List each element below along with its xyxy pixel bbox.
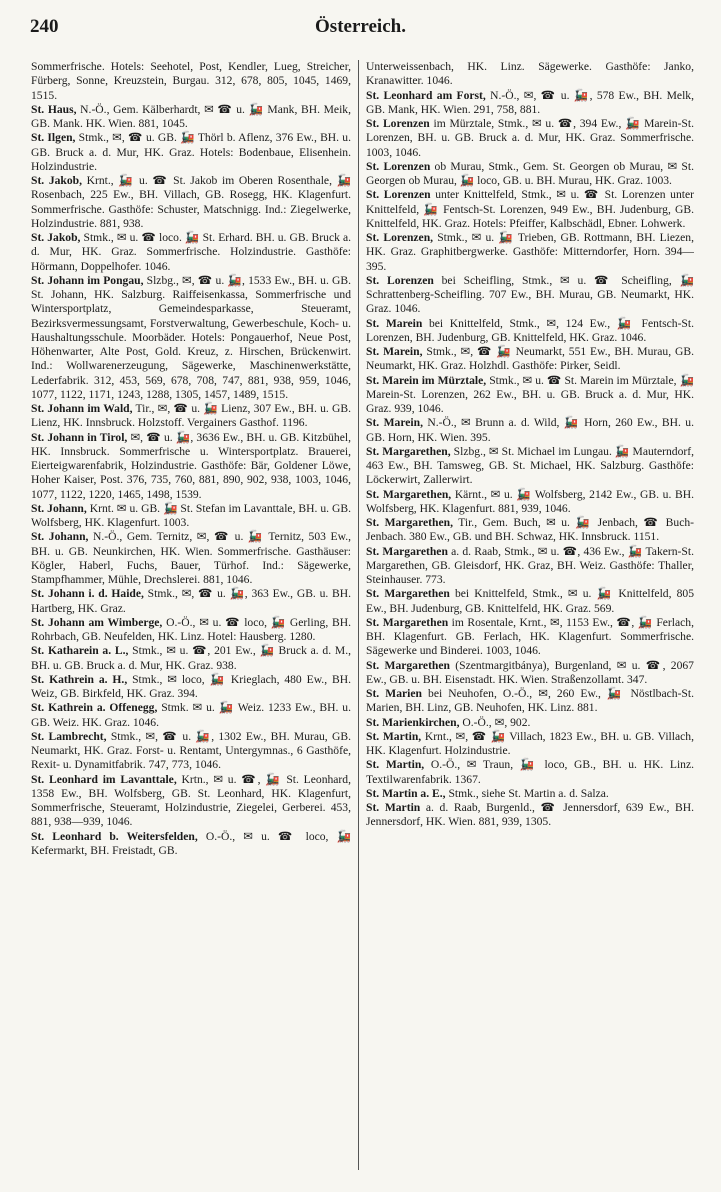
- entry-text: bei Knittelfeld, Stmk., ✉, 124 Ew., 🚂 Fentsch-St. Lorenzen, BH. Judenburg, GB. Knittelfeld, HK. Graz. 1046.: [366, 316, 694, 344]
- gazetteer-entry: [366, 117, 694, 160]
- entry-text: Slzbg., ✉, ☎ u. 🚂, 1533 Ew., BH. u. GB. St. Johann, HK. Salzburg. Raiffeisenkassa, Sommerfrische und Wintersportplatz, Gemeindesparkasse, Steueramt, Bezirksvermessungsamt, Forstverwaltung, Gewerbeschule, Koch- u. Haushaltungsschule. Moorbäder. Hotels: Pongauerhof, Neue Post, Höhenwarter, Alte Post, Gold. Kreuz, z. Hirschen, Brückenwirt. Ind.: Wollwarenerzeugung, Sägewerke, Maschinenwerkstätte, Lederfabrik. 312, 453, 569, 678, 708, 747, 881, 938, 959, 1046, 1077, 1122, 1171, 1243, 1288, 1305, 1457, 1489, 1515.: [31, 273, 351, 401]
- entry-text: Slzbg., ✉ St. Michael im Lungau. 🚂 Mauterndorf, 463 Ew., BH. Tamsweg, GB. St. Michael, HK. Salzburg. Gasthöfe: Löckerwirt, Zallerwirt.: [366, 444, 694, 487]
- entry-text: im Rosentale, Krnt., ✉, 1153 Ew., ☎, 🚂 Ferlach, BH. Klagenfurt. GB. Ferlach, HK. Klagenfurt. Sommerfrische. Sägewerke und Binderei. 1003, 1046.: [366, 615, 694, 658]
- entry-text: Stmk., ✉ u. ☎, 201 Ew., 🚂 Bruck a. d. M., BH. u. GB. Bruck a. d. Mur, HK. Graz. 938.: [31, 644, 351, 672]
- entry-headword: St. Margarethen: [366, 587, 450, 601]
- entry-headword: St. Marienkirchen,: [366, 715, 460, 729]
- entry-text: O.-Ö., ✉ u. ☎ loco, 🚂 Gerling, BH. Rohrbach, GB. Neufelden, HK. Linz. Hotel: Hausberg. 1280.: [31, 615, 351, 643]
- entry-headword: St. Martin,: [366, 729, 422, 743]
- entry-headword: St. Johann i. d. Haide,: [31, 587, 144, 601]
- gazetteer-entry: [31, 730, 351, 773]
- entry-headword: St. Lambrecht,: [31, 729, 107, 743]
- entry-headword: St. Marein im Mürztale,: [366, 373, 487, 387]
- gazetteer-entry: [366, 659, 694, 688]
- gazetteer-entry: [366, 758, 694, 787]
- entry-headword: St. Lorenzen: [366, 117, 430, 130]
- gazetteer-entry: [366, 89, 694, 118]
- entry-headword: St. Johann im Pongau,: [31, 273, 144, 287]
- gazetteer-entry: [366, 374, 694, 417]
- entry-headword: St. Leonhard am Forst,: [366, 88, 486, 102]
- entry-text: Stmk., ✉, ☎ u. GB. 🚂 Thörl b. Aflenz, 376 Ew., BH. u. GB. Bruck a. d. Mur, HK. Graz. Hotels: Bodenbaue, Elisenhein. Holzindustrie.: [31, 131, 351, 173]
- page-number: 240: [30, 16, 59, 37]
- entry-headword: St. Marein: [366, 316, 423, 330]
- gazetteer-entry: [366, 160, 694, 189]
- gazetteer-entry: [31, 587, 351, 616]
- entry-headword: St. Marein,: [366, 416, 423, 430]
- entry-text: Stmk., siehe St. Martin a. d. Salza.: [448, 786, 609, 800]
- entry-headword: St. Johann im Wald,: [31, 402, 133, 415]
- entry-text: (Szentmargitbánya), Burgenland, ✉ u. ☎, 2067 Ew., GB. u. BH. Eisenstadt. HK. Wien. Straßenzollamt. 347.: [366, 658, 694, 686]
- entry-text: bei Scheifling, Stmk., ✉ u. ☎ Scheifling, 🚂 Schrattenberg-Scheifling. 707 Ew., BH. Murau, GB. Neumarkt, HK. Graz. 1046.: [366, 273, 694, 316]
- entry-text: Tir., ✉, ☎ u. 🚂 Lienz, 307 Ew., BH. u. GB. Lienz, HK. Innsbruck. Holzstoff. Vergainers Gasthof. 1196.: [31, 402, 351, 430]
- gazetteer-entry: [31, 701, 351, 730]
- gazetteer-entry: [366, 345, 694, 374]
- entry-text: Stmk., ✉, ☎ u. 🚂, 363 Ew., GB. u. BH. Hartberg, HK. Graz.: [31, 587, 351, 615]
- gazetteer-entry: [366, 616, 694, 659]
- entry-headword: St. Margarethen,: [366, 516, 453, 529]
- entry-text: Stmk., ✉ u. 🚂 Trieben, GB. Rottmann, BH. Liezen, HK. Graz. Graphitbergwerke. Gasthöfe: Mitterndorfer, Horn. 394—395.: [366, 231, 694, 273]
- entry-headword: St. Martin: [366, 801, 421, 814]
- entry-text: Krnt., ✉, ☎ 🚂 Villach, 1823 Ew., BH. u. GB. Villach, HK. Klagenfurt. Holzindustrie.: [366, 729, 694, 757]
- gazetteer-entry: [366, 488, 694, 517]
- entry-headword: St. Martin,: [366, 758, 425, 772]
- entry-text: O.-Ö., ✉ u. ☎ loco, 🚂 Kefermarkt, BH. Freistadt, GB.: [31, 829, 351, 857]
- gazetteer-entry: [31, 830, 351, 859]
- gazetteer-entry: [31, 274, 351, 402]
- entry-text: N.-Ö., ✉ Brunn a. d. Wild, 🚂 Horn, 260 Ew., BH. u. GB. Horn, HK. Wien. 395.: [366, 416, 694, 444]
- gazetteer-entry: [31, 60, 351, 103]
- entry-headword: St. Ilgen,: [31, 131, 76, 145]
- running-title: Österreich.: [315, 16, 406, 37]
- entry-headword: St. Kathrein a. Offenegg,: [31, 701, 158, 715]
- gazetteer-entry: [366, 231, 694, 274]
- gazetteer-entry: [366, 730, 694, 759]
- entry-text: bei Neuhofen, O.-Ö., ✉, 260 Ew., 🚂 Nöstlbach-St. Marien, BH. Linz, GB. Neuhofen, HK. Linz. 881.: [366, 687, 694, 715]
- entry-text: ob Murau, Stmk., Gem. St. Georgen ob Murau, ✉ St. Georgen ob Murau, 🚂 loco, GB. u. BH. Murau, HK. Graz. 1003.: [366, 159, 694, 187]
- entry-headword: St. Lorenzen: [366, 273, 434, 287]
- gazetteer-entry: [366, 445, 694, 488]
- entry-headword: St. Lorenzen: [366, 159, 431, 173]
- entry-text: Stmk., ✉ u. ☎ St. Marein im Mürztale, 🚂 Marein-St. Lorenzen, 262 Ew., BH. u. GB. Bruck a. d. Mur, HK. Graz. 939, 1046.: [366, 373, 694, 415]
- entry-headword: St. Martin a. E.,: [366, 786, 446, 800]
- entry-headword: St. Margarethen: [366, 615, 449, 629]
- gazetteer-entry: [31, 131, 351, 174]
- entry-text: Sommerfrische. Hotels: Seehotel, Post, Kendler, Lueg, Streicher, Fürberg, Sonne, Kreuzstein, Burgau. 312, 678, 805, 1045, 1469, 1515.: [31, 60, 351, 102]
- entry-text: Stmk., ✉ loco, 🚂 Krieglach, 480 Ew., BH. Weiz, GB. Birkfeld, HK. Graz. 394.: [31, 672, 351, 700]
- entry-headword: St. Haus,: [31, 102, 77, 116]
- entry-text: a. d. Raab, Stmk., ✉ u. ☎, 436 Ew., 🚂 Takern-St. Margarethen, GB. Gleisdorf, HK. Graz, BH. Weiz. Gasthöfe: Thaller, Steinhauser. 773.: [366, 544, 694, 586]
- entry-headword: St. Katharein a. L.,: [31, 644, 129, 658]
- entry-headword: St. Johann,: [31, 530, 89, 544]
- gazetteer-entry: [31, 402, 351, 431]
- gazetteer-entry: [31, 231, 351, 274]
- gazetteer-entry: [31, 644, 351, 673]
- entry-headword: St. Margarethen: [366, 658, 450, 672]
- entry-text: Stmk., ✉ u. ☎ loco. 🚂 St. Erhard. BH. u. GB. Bruck a. d. Mur, HK. Graz. Sommerfrische. Holzindustrie. Gasthöfe: Hörmann, Doppelhofer. 1046.: [31, 231, 351, 273]
- gazetteer-entry: [31, 530, 351, 587]
- gazetteer-entry: [366, 416, 694, 445]
- gazetteer-entry: [366, 787, 694, 801]
- gazetteer-entry: [366, 587, 694, 616]
- entry-text: bei Knittelfeld, Stmk., ✉ u. 🚂 Knittelfeld, 805 Ew., BH. Judenburg, GB. Knittelfeld, HK. Graz. 569.: [366, 587, 694, 615]
- entry-headword: St. Johann am Wimberge,: [31, 615, 163, 629]
- gazetteer-entry: [366, 545, 694, 588]
- entry-text: im Mürztale, Stmk., ✉ u. ☎, 394 Ew., 🚂 Marein-St. Lorenzen, BH. u. GB. Bruck a. d. Mur, HK. Graz. Sommerfrische. 1003, 1046.: [366, 117, 694, 159]
- entry-headword: St. Lorenzen: [366, 188, 431, 202]
- gazetteer-entry: [366, 274, 694, 317]
- entry-text: N.-Ö., Gem. Kälberhardt, ✉ ☎ u. 🚂 Mank, BH. Meik, GB. Mank. HK. Wien. 881, 1045.: [31, 102, 351, 130]
- entry-headword: St. Leonhard b. Weitersfelden,: [31, 829, 198, 843]
- entry-text: Tir., Gem. Buch, ✉ u. 🚂 Jenbach, ☎ Buch-Jenbach. 380 Ew., GB. und BH. Schwaz, HK. Innsbruck. 1151.: [366, 516, 694, 544]
- entry-headword: St. Kathrein a. H.,: [31, 672, 128, 686]
- entry-headword: St. Marien: [366, 687, 422, 700]
- gazetteer-entry: [366, 687, 694, 716]
- entry-text: N.-Ö., ✉, ☎ u. 🚂, 578 Ew., BH. Melk, GB. Mank, HK. Wien. 291, 758, 881.: [366, 88, 694, 116]
- gazetteer-entry: [366, 60, 694, 89]
- entry-headword: St. Margarethen,: [366, 487, 452, 501]
- entry-headword: St. Jakob,: [31, 231, 81, 244]
- entry-text: O.-Ö., ✉, 902.: [462, 715, 531, 729]
- entry-text: Krnt., 🚂 u. ☎ St. Jakob im Oberen Rosenthale, 🚂 Rosenbach, 225 Ew., BH. Villach, GB. Rosegg, HK. Klagenfurt. Sommerfrische. Gasthöfe: Schuster, Matschnigg. Ind.: Ziegelwerke, Holzindustrie. 881, 938.: [31, 174, 351, 230]
- gazetteer-entry: [31, 431, 351, 502]
- entry-headword: St. Lorenzen,: [366, 231, 434, 244]
- gazetteer-entry: [366, 801, 694, 830]
- gazetteer-entry: [366, 188, 694, 231]
- entry-text: Stmk. ✉ u. 🚂 Weiz. 1233 Ew., BH. u. GB. Weiz. HK. Graz. 1046.: [31, 701, 351, 729]
- gazetteer-entry: [31, 673, 351, 702]
- gazetteer-entry: [31, 103, 351, 132]
- entry-headword: St. Marein,: [366, 345, 423, 358]
- entry-text: Stmk., ✉, ☎ 🚂 Neumarkt, 551 Ew., BH. Murau, GB. Neumarkt, HK. Graz. Holzhdl. Gasthöfe: Pirker, Seidl.: [366, 345, 694, 373]
- entry-text: Unterweissenbach, HK. Linz. Sägewerke. Gasthöfe: Janko, Kranawitter. 1046.: [366, 60, 694, 88]
- entry-text: O.-Ö., ✉ Traun, 🚂 loco, GB., BH. u. HK. Linz. Textilwarenfabrik. 1367.: [366, 758, 694, 786]
- entry-text: Krtn., ✉ u. ☎, 🚂 St. Leonhard, 1358 Ew., BH. Wolfsberg, GB. St. Leonhard, HK. Klagenfurt, Sommerfrische, Steueramt, Holzindustrie, Ziegelei, Gerberei. 453, 881, 938—939, 1046.: [31, 772, 351, 829]
- entry-headword: St. Margarethen,: [366, 444, 451, 458]
- entry-text: a. d. Raab, Burgenld., ☎ Jennersdorf, 639 Ew., BH. Jennersdorf, HK. Wien. 881, 939, 1305.: [366, 801, 694, 829]
- entry-headword: St. Margarethen: [366, 544, 448, 558]
- entry-text: N.-Ö., Gem. Ternitz, ✉, ☎ u. 🚂 Ternitz, 503 Ew., BH. u. GB. Neunkirchen, HK. Wien. Sommerfrische. Gasthäuser: Kögler, Haberl, Fuchs, Bauer, Türhof. Ind.: Sägewerke, Stampfhammer, Mühle, Drechslerei. 881, 1046.: [31, 530, 351, 586]
- gazetteer-entry: [31, 502, 351, 531]
- gazetteer-entry: [31, 174, 351, 231]
- gazetteer-entry: [366, 516, 694, 545]
- left-column: [31, 60, 351, 1190]
- entry-headword: St. Leonhard im Lavanttale,: [31, 772, 177, 786]
- entry-headword: St. Johann,: [31, 501, 87, 515]
- entry-text: Kärnt., ✉ u. 🚂 Wolfsberg, 2142 Ew., GB. u. BH. Wolfsberg, HK. Klagenfurt. 881, 939, 1046.: [366, 487, 694, 515]
- gazetteer-entry: [366, 317, 694, 346]
- entry-text: Krnt. ✉ u. GB. 🚂 St. Stefan im Lavanttale, BH. u. GB. Wolfsberg, HK. Klagenfurt. 1003.: [31, 501, 351, 529]
- entry-text: ✉, ☎ u. 🚂, 3636 Ew., BH. u. GB. Kitzbühel, HK. Innsbruck. Sommerfrische u. Wintersportplatz. Brauerei, Eierteigwarenfabrik, Holzindustrie. Gasthöfe: Bär, Goldener Löwe, Hoher Kaiser, Post. 376, 735, 760, 881, 890, 902, 938, 1003, 1046, 1077, 1122, 1220, 1465, 1498, 1539.: [31, 430, 351, 501]
- page-header: [0, 6, 721, 46]
- column-divider: [358, 60, 359, 1170]
- gazetteer-entry: [31, 773, 351, 830]
- entry-text: Stmk., ✉, ☎ u. 🚂, 1302 Ew., BH. Murau, GB. Neumarkt, HK. Graz. Forst- u. Rentamt, Untergymnas., 6 Gasthöfe, Rexit- u. Dynamitfabrik. 747, 773, 1046.: [31, 729, 351, 772]
- entry-text: unter Knittelfeld, Stmk., ✉ u. ☎ St. Lorenzen unter Knittelfeld, 🚂 Fentsch-St. Lorenzen, 949 Ew., BH. Judenburg, GB. Knittelfeld, HK. Graz. Hotels: Pfeiffer, Kalbschädl, Ebner. Lohwerk.: [366, 188, 694, 230]
- gazetteer-entry: [366, 716, 694, 730]
- entry-headword: St. Johann in Tirol,: [31, 430, 128, 444]
- entry-headword: St. Jakob,: [31, 174, 83, 187]
- right-column: [366, 60, 694, 1190]
- gazetteer-entry: [31, 616, 351, 645]
